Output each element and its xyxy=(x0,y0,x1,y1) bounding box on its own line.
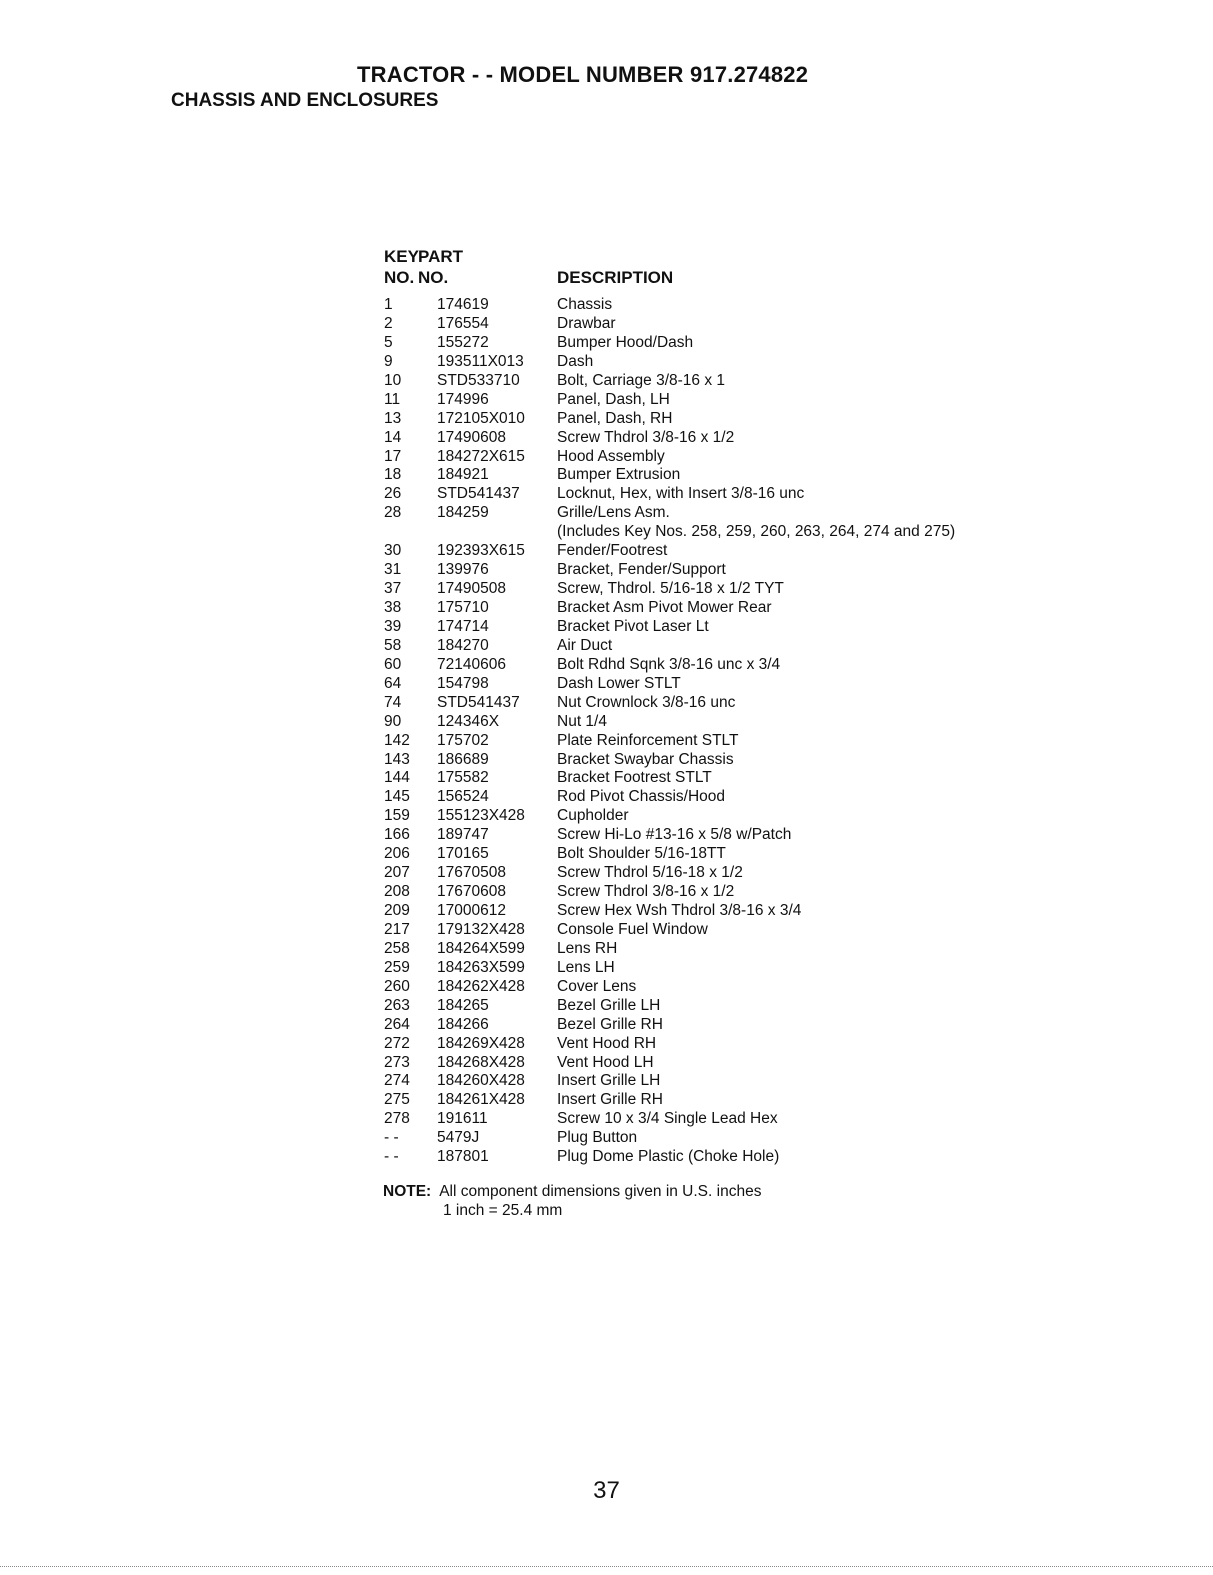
part-no-cell: 179132X428 xyxy=(437,920,525,938)
part-no-cell: 184269X428 xyxy=(437,1034,525,1052)
table-row xyxy=(384,751,1084,770)
key-no-cell: 278 xyxy=(384,1110,410,1128)
description-cell: Bumper Extrusion xyxy=(557,466,681,484)
part-no-cell: 193511X013 xyxy=(437,352,524,370)
part-no-cell: 172105X010 xyxy=(437,409,525,427)
part-no-cell: 175582 xyxy=(437,769,489,787)
description-cell: Cover Lens xyxy=(557,977,637,995)
description-cell: Nut 1/4 xyxy=(557,712,607,730)
part-no-cell: 170165 xyxy=(437,845,489,863)
table-row xyxy=(384,902,1084,921)
table-row xyxy=(384,788,1084,807)
description-cell: Bumper Hood/Dash xyxy=(557,333,694,351)
key-no-cell: - - xyxy=(384,1148,399,1166)
table-row xyxy=(384,826,1084,845)
key-no-cell: 207 xyxy=(384,864,410,882)
table-row xyxy=(384,1148,1084,1167)
description-cell: Bolt Rdhd Sqnk 3/8-16 unc x 3/4 xyxy=(557,655,781,673)
description-cell: Vent Hood RH xyxy=(557,1034,657,1052)
description-cell: Insert Grille LH xyxy=(557,1072,661,1090)
table-row xyxy=(384,713,1084,732)
header-part-line2: NO. xyxy=(418,268,449,287)
part-no-cell: 192393X615 xyxy=(437,542,525,560)
bottom-divider xyxy=(0,1566,1213,1567)
key-no-cell: 13 xyxy=(384,409,402,427)
description-cell: Dash Lower STLT xyxy=(557,674,681,692)
part-no-cell: 189747 xyxy=(437,826,489,844)
description-cell: Vent Hood LH xyxy=(557,1053,654,1071)
table-row xyxy=(384,732,1084,751)
key-no-cell: 217 xyxy=(384,920,410,938)
key-no-cell: 272 xyxy=(384,1034,410,1052)
description-cell: Fender/Footrest xyxy=(557,542,668,560)
page-number: 37 xyxy=(593,1477,620,1504)
table-row xyxy=(384,618,1084,637)
table-row xyxy=(384,391,1084,410)
key-no-cell: 60 xyxy=(384,655,402,673)
description-cell: (Includes Key Nos. 258, 259, 260, 263, 264, 274 and 275) xyxy=(557,523,956,541)
description-cell: Screw Hi-Lo #13-16 x 5/8 w/Patch xyxy=(557,826,792,844)
description-cell: Bracket Pivot Laser Lt xyxy=(557,617,709,635)
description-cell: Plug Dome Plastic (Choke Hole) xyxy=(557,1148,780,1166)
part-no-cell: 154798 xyxy=(437,674,489,692)
key-no-cell: 208 xyxy=(384,883,410,901)
key-no-cell: 273 xyxy=(384,1053,410,1071)
key-no-cell: 142 xyxy=(384,731,410,749)
key-no-cell: 38 xyxy=(384,599,402,616)
key-no-cell: 10 xyxy=(384,371,402,389)
description-cell: Insert Grille RH xyxy=(557,1091,663,1109)
table-row xyxy=(384,353,1084,372)
part-no-cell: 176554 xyxy=(437,314,489,332)
part-no-cell: 184260X428 xyxy=(437,1072,525,1090)
key-no-cell: 159 xyxy=(384,807,410,825)
key-no-cell: 206 xyxy=(384,845,410,863)
key-no-cell: 143 xyxy=(384,750,410,768)
table-row xyxy=(384,883,1084,902)
table-row xyxy=(384,372,1084,391)
key-no-cell: 263 xyxy=(384,996,410,1014)
description-cell: Cupholder xyxy=(557,807,629,825)
part-no-cell: 174714 xyxy=(437,617,489,635)
table-row xyxy=(384,769,1084,788)
table-row xyxy=(384,1016,1084,1035)
key-no-cell: 166 xyxy=(384,826,410,844)
part-no-cell: STD541437 xyxy=(437,485,520,503)
table-row xyxy=(384,694,1084,713)
table-row xyxy=(384,561,1084,580)
key-no-cell: 264 xyxy=(384,1015,410,1033)
part-no-cell: 139976 xyxy=(437,561,489,579)
part-no-cell: 184270 xyxy=(437,636,489,654)
part-no-cell: 184263X599 xyxy=(437,958,525,976)
header-description: DESCRIPTION xyxy=(557,268,674,287)
table-row xyxy=(384,429,1084,448)
part-no-cell: 184272X615 xyxy=(437,447,525,465)
part-no-cell: 184265 xyxy=(437,996,489,1014)
description-cell: Bolt Shoulder 5/16-18TT xyxy=(557,845,726,863)
part-no-cell: 156524 xyxy=(437,788,489,806)
note-line2: 1 inch = 25.4 mm xyxy=(443,1202,563,1219)
key-no-cell: 259 xyxy=(384,958,410,976)
table-row xyxy=(384,1129,1084,1148)
table-row xyxy=(384,675,1084,694)
description-cell: Bracket Footrest STLT xyxy=(557,769,712,787)
table-row xyxy=(384,599,1084,618)
key-no-cell: - - xyxy=(384,1129,399,1147)
page-title: TRACTOR - - MODEL NUMBER 917.274822 xyxy=(357,62,809,87)
key-no-cell: 37 xyxy=(384,580,402,598)
part-no-cell: 17670508 xyxy=(437,864,506,882)
key-no-cell: 258 xyxy=(384,939,410,957)
header-key-line2: NO. xyxy=(384,268,415,287)
key-no-cell: 28 xyxy=(384,504,402,522)
section-subtitle: CHASSIS AND ENCLOSURES xyxy=(171,90,439,111)
key-no-cell: 11 xyxy=(384,390,401,408)
table-row xyxy=(384,637,1084,656)
description-cell: Bezel Grille RH xyxy=(557,1015,663,1033)
table-row xyxy=(384,1110,1084,1129)
part-no-cell: 17490508 xyxy=(437,580,506,598)
part-no-cell: 17000612 xyxy=(437,902,506,919)
part-no-cell: 184921 xyxy=(437,466,489,484)
description-cell: Hood Assembly xyxy=(557,447,665,465)
description-cell: Locknut, Hex, with Insert 3/8-16 unc xyxy=(557,485,805,503)
key-no-cell: 145 xyxy=(384,788,410,806)
key-no-cell: 1 xyxy=(384,296,393,313)
description-cell: Screw Thdrol 3/8-16 x 1/2 xyxy=(557,428,735,446)
key-no-cell: 58 xyxy=(384,636,402,654)
table-row xyxy=(384,940,1084,959)
parts-table xyxy=(384,247,1084,1167)
table-row xyxy=(384,921,1084,940)
key-no-cell: 5 xyxy=(384,333,393,351)
table-row xyxy=(384,410,1084,429)
parts-table-header xyxy=(384,247,1084,293)
part-no-cell: 155272 xyxy=(437,333,489,351)
table-row xyxy=(384,959,1084,978)
table-row xyxy=(384,978,1084,997)
table-row xyxy=(384,334,1084,353)
part-no-cell: 174619 xyxy=(437,296,489,313)
description-cell: Dash xyxy=(557,352,594,370)
table-row xyxy=(384,997,1084,1016)
part-no-cell: 174996 xyxy=(437,390,489,408)
description-cell: Screw 10 x 3/4 Single Lead Hex xyxy=(557,1110,778,1128)
description-cell: Screw Thdrol 5/16-18 x 1/2 xyxy=(557,864,743,882)
table-row xyxy=(384,466,1084,485)
key-no-cell: 260 xyxy=(384,977,410,995)
part-no-cell: 17670608 xyxy=(437,883,506,901)
key-no-cell: 31 xyxy=(384,561,402,579)
key-no-cell: 64 xyxy=(384,674,402,692)
part-no-cell: 184262X428 xyxy=(437,977,525,995)
description-cell: Bolt, Carriage 3/8-16 x 1 xyxy=(557,371,726,389)
note-line1: All component dimensions given in U.S. inches xyxy=(439,1183,762,1200)
part-no-cell: STD533710 xyxy=(437,371,520,389)
part-no-cell: 184266 xyxy=(437,1015,489,1033)
part-no-cell: 187801 xyxy=(437,1148,489,1166)
description-cell: Rod Pivot Chassis/Hood xyxy=(557,788,725,806)
key-no-cell: 26 xyxy=(384,485,402,503)
part-no-cell: 184264X599 xyxy=(437,939,525,957)
table-row xyxy=(384,315,1084,334)
key-no-cell: 2 xyxy=(384,314,393,332)
key-no-cell: 14 xyxy=(384,428,402,446)
part-no-cell: 175710 xyxy=(437,599,489,616)
description-cell: Nut Crownlock 3/8-16 unc xyxy=(557,693,736,711)
key-no-cell: 274 xyxy=(384,1072,410,1090)
key-no-cell: 18 xyxy=(384,466,402,484)
part-no-cell: 17490608 xyxy=(437,428,506,446)
description-cell: Screw Hex Wsh Thdrol 3/8-16 x 3/4 xyxy=(557,902,802,919)
header-key-line1: KEY xyxy=(384,247,419,266)
part-no-cell: 5479J xyxy=(437,1129,480,1147)
table-row xyxy=(384,807,1084,826)
table-row xyxy=(384,656,1084,675)
description-cell: Grille/Lens Asm. xyxy=(557,504,670,522)
description-cell: Drawbar xyxy=(557,314,616,332)
description-cell: Screw, Thdrol. 5/16-18 x 1/2 TYT xyxy=(557,580,784,598)
part-no-cell: 175702 xyxy=(437,731,489,749)
description-cell: Lens RH xyxy=(557,939,618,957)
description-cell: Panel, Dash, RH xyxy=(557,409,673,427)
table-row xyxy=(384,523,1084,542)
key-no-cell: 9 xyxy=(384,352,393,370)
table-row xyxy=(384,1054,1084,1073)
note-block xyxy=(383,1182,761,1220)
description-cell: Plug Button xyxy=(557,1129,638,1147)
description-cell: Bracket Asm Pivot Mower Rear xyxy=(557,599,772,616)
key-no-cell: 39 xyxy=(384,617,402,635)
description-cell: Plate Reinforcement STLT xyxy=(557,731,739,749)
description-cell: Screw Thdrol 3/8-16 x 1/2 xyxy=(557,883,735,901)
part-no-cell: 184259 xyxy=(437,504,489,522)
table-row xyxy=(384,1035,1084,1054)
key-no-cell: 275 xyxy=(384,1091,410,1109)
description-cell: Panel, Dash, LH xyxy=(557,390,670,408)
key-no-cell: 17 xyxy=(384,447,402,465)
part-no-cell: 155123X428 xyxy=(437,807,525,825)
table-row xyxy=(384,1072,1084,1091)
table-row xyxy=(384,448,1084,467)
part-no-cell: 72140606 xyxy=(437,655,506,673)
table-row xyxy=(384,864,1084,883)
table-row xyxy=(384,1091,1084,1110)
table-row xyxy=(384,296,1084,315)
description-cell: Lens LH xyxy=(557,958,615,976)
note-label: NOTE: xyxy=(383,1183,432,1200)
table-row xyxy=(384,485,1084,504)
description-cell: Air Duct xyxy=(557,636,613,654)
part-no-cell: 191611 xyxy=(437,1110,488,1128)
part-no-cell: 184261X428 xyxy=(437,1091,525,1109)
key-no-cell: 74 xyxy=(384,693,402,711)
description-cell: Bezel Grille LH xyxy=(557,996,661,1014)
key-no-cell: 90 xyxy=(384,712,402,730)
table-row xyxy=(384,845,1084,864)
key-no-cell: 144 xyxy=(384,769,410,787)
description-cell: Chassis xyxy=(557,296,613,313)
description-cell: Bracket Swaybar Chassis xyxy=(557,750,734,768)
table-row xyxy=(384,542,1084,561)
key-no-cell: 209 xyxy=(384,902,410,919)
part-no-cell: 124346X xyxy=(437,712,500,730)
description-cell: Bracket, Fender/Support xyxy=(557,561,726,579)
table-row xyxy=(384,504,1084,523)
header-part-line1: PART xyxy=(418,247,464,266)
key-no-cell: 30 xyxy=(384,542,402,560)
part-no-cell: 184268X428 xyxy=(437,1053,525,1071)
table-row xyxy=(384,580,1084,599)
part-no-cell: STD541437 xyxy=(437,693,520,711)
part-no-cell: 186689 xyxy=(437,750,489,768)
description-cell: Console Fuel Window xyxy=(557,920,708,938)
parts-table-body xyxy=(384,296,1084,1167)
